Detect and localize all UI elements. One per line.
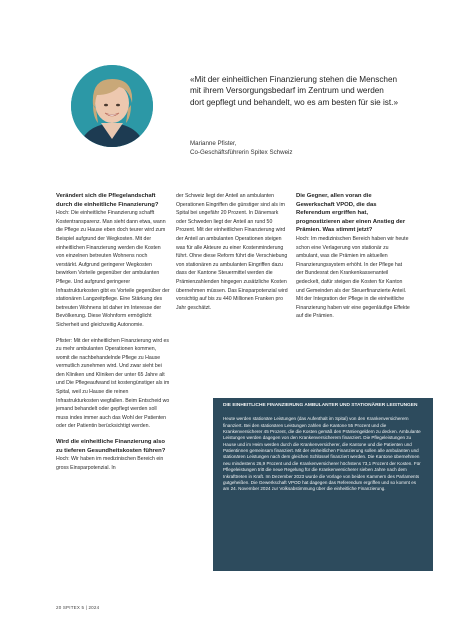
question-heading: Verändert sich die Pflegelandschaft durch die einheitliche Finanzierung? [56, 193, 159, 208]
info-box-body: Heute werden stationäre Leistungen (das Aufenthalt im Spital) von den Krankenversicherern finanziert. Bei den stationären Leistungen zahlen die Kantone 55 Prozent und die Krankenversicherer 45 Prozent, die die Kosten gemäß den Prämiengeldern zu decken. Ambulante Leistungen werden dagegen von den Krankenversicherern finanziert. Die Pflegeleistungen zu Hause und im Heim werden durch die Krankenversicherer, die Kantone und die Patienten und Patientinnen gemeinsam finanziert. Mit der einheitlichen Finanzierung sollen alle ambulanten und stationären Leistungen nach dem gleichen Schlüssel finanziert werden. Die Kantone übernehmen neu mindestens 26,9 Prozent und die Krankenversicherer höchstens 73,1 Prozent der Kosten. Für Pflegeleistungen tritt die neue Regelung für die Krankenversicherer sieben Jahre nach dem Inkrafttreten in Kraft. Im Dezember 2023 wurde die Vorlage von beiden Kammern des Parlaments gutgeheißen. Die Gewerkschaft VPOD hat dagegen das Referendum ergriffen und so kommt es am 24. November 2024 zur Volksabstimmung über die einheitliche Finanzierung. [223, 416, 421, 492]
pull-quote: «Mit der einheitlichen Finanzierung stehen die Menschen mit ihrem Versorgungsbedarf im Zentrum und werden dort gepflegt und behandelt, wo es am besten für sie ist.» [190, 75, 399, 107]
answer-paragraph: Hoch: Wir haben im medizinischen Bereich ein gross Einsparpotenzial. In [56, 456, 164, 471]
portrait-photo [71, 65, 153, 147]
text-column-2 [176, 192, 290, 319]
answer-paragraph: der Schweiz liegt der Anteil an ambulanten Operationen Eingriffen die günstiger sind als im Spital bei ungefähr 20 Prozent. In Dänemark oder Schweden liegt der Anteil an rund 50 Prozent. Mit der einheitlichen Finanzierung wird der Anteil an ambulanten Operationen steigen was für alle Akteure zu einer Kostenminderung führt. Ohne diese Reform führt die Verschiebung von stationären zu ambulanten Eingriffen dazu dass der Kantone Steuermittel werden die Prämienzahlenden hingegen zusätzliche Kosten übernehmen müssen. Das Einsparpotenzial wird vorsichtig auf bis zu 440 Millionen Franken pro Jahr geschätzt. [176, 193, 288, 311]
answer-paragraph: Hoch: Die einheitliche Finanzierung schafft Kostentransparenz. Man sieht dann etwa, wann die Pflege zu Hause eben doch teurer wird zum Beispiel aufgrund der Wegkosten. Mit der einheitlichen Finanzierung werden die Kosten von einzelnen betreuten Wohnens noch verstärkt. Aufgrund geringerer Wegkosten bewirken Vorteile gegenüber der ambulanten Pflege. Und aufgrund geringerer Infrastrukturkosten gibt es Vorteile gegenüber der stationären Langzeitpflege. Eine Stärkung des betreuten Wohnens ist daher im Interesse der Bevölkerung. Diese Wohnform ermöglicht Sicherheit und gleichzeitig Autonomie. [56, 210, 170, 328]
attribution-name: Marianne Pfister, [190, 140, 237, 147]
question-heading: Die Gegner, allen voran die Gewerkschaft VPOD, die das Referendum ergriffen hat, prognostizieren aber einen Anstieg der Prämien. Was stimmt jetzt? [296, 193, 406, 234]
text-column-1 [56, 192, 170, 479]
question-heading: Wird die einheitliche Finanzierung also zu tieferen Gesundheitskosten führen? [56, 439, 166, 454]
info-box-title: DIE EINHEITLICHE FINANZIERUNG AMBULANTER UND STATIONÄRER LEISTUNGEN [223, 403, 418, 408]
attribution-role: Co-Geschäftsführerin Spitex Schweiz [190, 149, 293, 156]
portrait-illustration [71, 65, 153, 147]
quote-attribution [190, 139, 410, 157]
info-box [213, 398, 433, 571]
text-column-3 [296, 192, 410, 328]
answer-paragraph: Hoch: Im medizinischen Bereich haben wir heute schon eine Verlagerung von stationär zu ambulant, was die Prämien im aktuellen Finanzierungssystem erhöht. In der Pflege hat der Bundesrat den Krankenkassenanteil gedeckelt, dafür steigen die Kosten für Kanton und Gemeinden als der Steuerfinanzierte Anteil. Mit der Integration der Pflege in die einheitliche Finanzierung haben wir eine gegenläufige Effekte auf die Prämien. [296, 235, 410, 320]
page-footer: 20 SPITEX 5 | 2024 [56, 605, 100, 610]
answer-paragraph: Pfister: Mit der einheitlichen Finanzierung wird es zu mehr ambulanten Operationen kommen, womit die nachbehandelnde Pflege zu Hause vermutlich zunehmen wird. Und zwar sieht bei den Kliniken und Kliniken der unter 65 Jahre alt und Die Pflegeaufwand ist kostengünstiger als im Spital, weil zu Hause die reinen Infrastrukturkosten wegfallen. Beim Entscheid wo jemand behandelt oder gepflegt werden soll muss indes immer auch das Wohl der Patienten oder der Patientin berücksichtigt werden. [56, 337, 170, 430]
